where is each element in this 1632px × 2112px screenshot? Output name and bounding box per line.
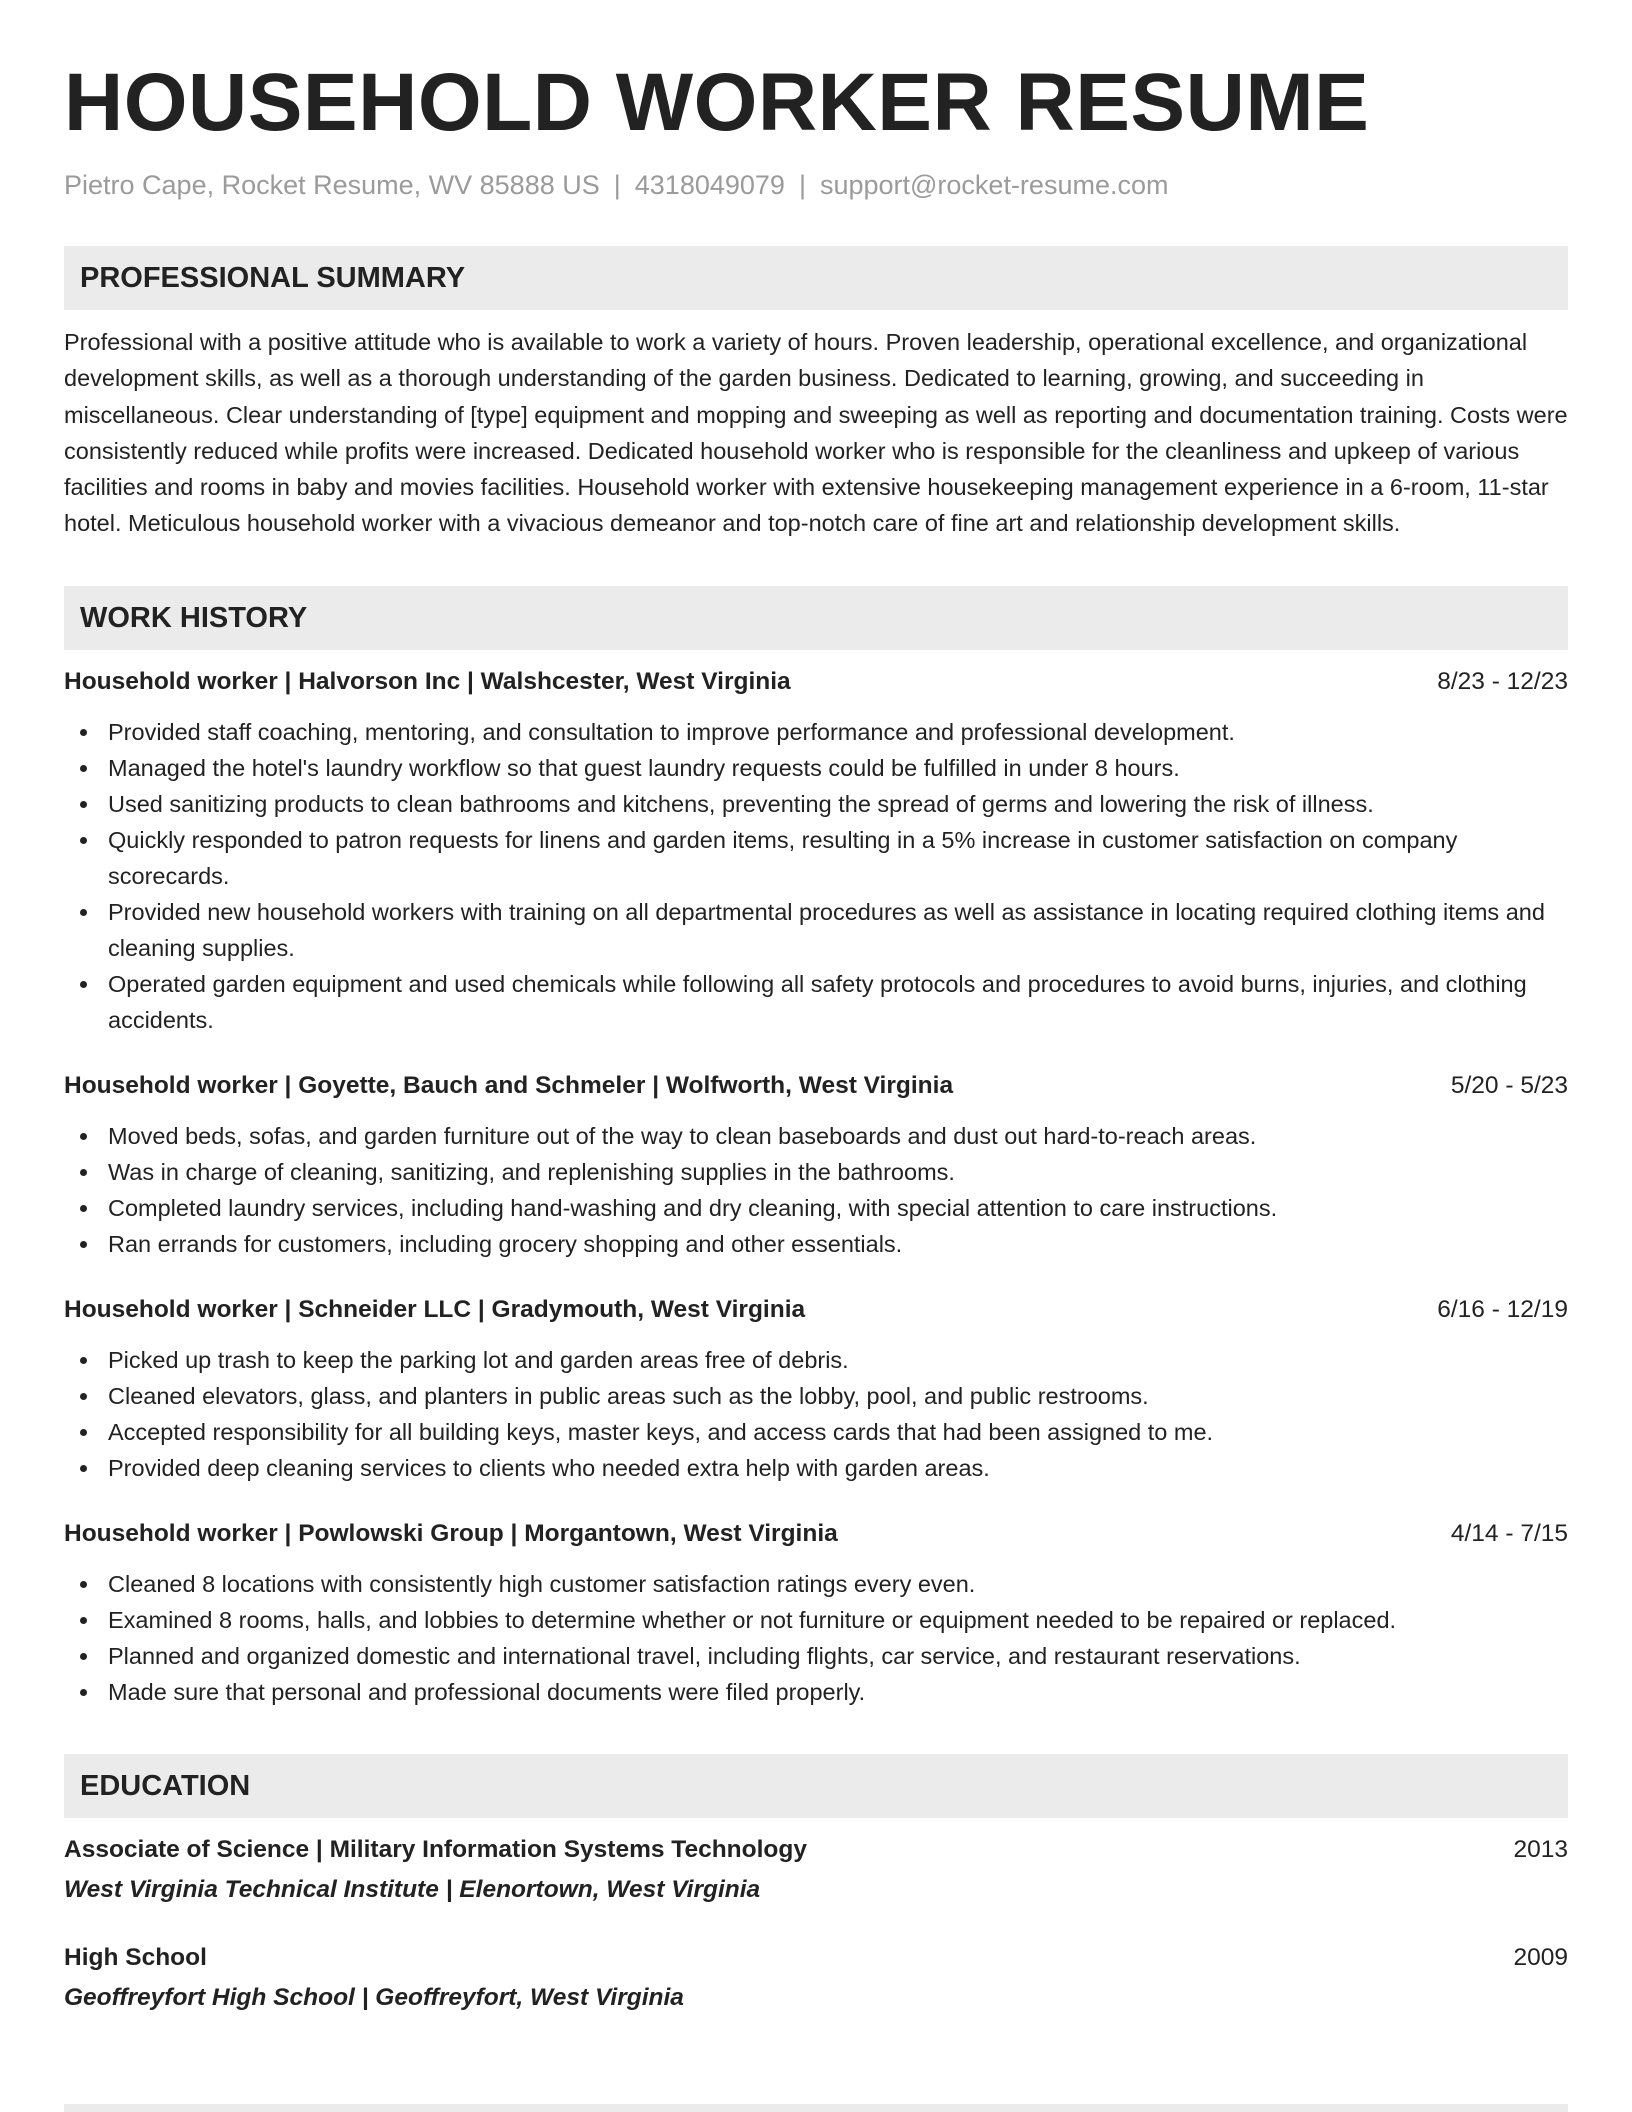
- job-title: Household worker | Schneider LLC | Gradymouth, West Virginia: [64, 1295, 806, 1323]
- education-degree: High School: [64, 1943, 207, 1971]
- bullet-dot-icon: [80, 1465, 87, 1472]
- bullet-dot-icon: [80, 1241, 87, 1248]
- list-item: [64, 1378, 1568, 1414]
- list-item: [64, 750, 1568, 786]
- bullet-dot-icon: [80, 1393, 87, 1400]
- bullet-text: Completed laundry services, including hand-washing and dry cleaning, with special attention to care instructions.: [108, 1194, 1278, 1221]
- job-entry: [64, 1516, 1568, 1710]
- section-header-work-history: WORK HISTORY: [64, 586, 1568, 650]
- bullet-dot-icon: [80, 765, 87, 772]
- education-school: West Virginia Technical Institute | Elenortown, West Virginia: [64, 1875, 761, 1903]
- list-item: [64, 894, 1568, 966]
- bottom-divider: [64, 2104, 1568, 2112]
- bullet-text: Was in charge of cleaning, sanitizing, and replenishing supplies in the bathrooms.: [108, 1158, 955, 1185]
- contact-separator: |: [613, 170, 621, 200]
- contact-phone[interactable]: 4318049079: [634, 170, 785, 200]
- contact-separator: |: [798, 170, 806, 200]
- job-header: [64, 1516, 1568, 1552]
- list-item: [64, 1118, 1568, 1154]
- bullet-text: Operated garden equipment and used chemicals while following all safety protocols and procedures to avoid burns, injuries, and clothing accidents.: [108, 970, 1527, 1033]
- contact-line: [64, 168, 1568, 202]
- education-year: 2009: [1513, 1943, 1568, 1971]
- job-header: [64, 1292, 1568, 1328]
- bullet-text: Quickly responded to patron requests for linens and garden items, resulting in a 5% increase in customer satisfaction on company scorecards.: [108, 826, 1458, 889]
- education-degree: Associate of Science | Military Information Systems Technology: [64, 1835, 807, 1863]
- list-item: [64, 1638, 1568, 1674]
- bullet-text: Used sanitizing products to clean bathrooms and kitchens, preventing the spread of germs and lowering the risk of illness.: [108, 790, 1374, 817]
- list-item: [64, 1154, 1568, 1190]
- bullet-text: Accepted responsibility for all building keys, master keys, and access cards that had been assigned to me.: [108, 1418, 1214, 1445]
- list-item: [64, 1226, 1568, 1262]
- bullet-dot-icon: [80, 1617, 87, 1624]
- bullet-text: Provided deep cleaning services to clients who needed extra help with garden areas.: [108, 1454, 990, 1481]
- bullet-text: Planned and organized domestic and international travel, including flights, car service, and restaurant reservations.: [108, 1642, 1301, 1669]
- bullet-text: Ran errands for customers, including grocery shopping and other essentials.: [108, 1230, 903, 1257]
- bullet-dot-icon: [80, 1205, 87, 1212]
- bullet-text: Cleaned 8 locations with consistently high customer satisfaction ratings every even.: [108, 1570, 976, 1597]
- list-item: [64, 1674, 1568, 1710]
- education-school: Geoffreyfort High School | Geoffreyfort, West Virginia: [64, 1983, 684, 2011]
- bullet-dot-icon: [80, 1357, 87, 1364]
- bullet-dot-icon: [80, 837, 87, 844]
- job-title: Household worker | Goyette, Bauch and Schmeler | Wolfworth, West Virginia: [64, 1071, 954, 1099]
- education-entry: [64, 1940, 1568, 2016]
- list-item: [64, 714, 1568, 750]
- job-dates: 8/23 - 12/23: [1437, 667, 1568, 695]
- job-bullets: [64, 1118, 1568, 1262]
- section-header-summary: PROFESSIONAL SUMMARY: [64, 246, 1568, 310]
- contact-address: Pietro Cape, Rocket Resume, WV 85888 US: [64, 170, 600, 200]
- bullet-dot-icon: [80, 1653, 87, 1660]
- job-dates: 5/20 - 5/23: [1450, 1071, 1568, 1099]
- job-entry: [64, 1068, 1568, 1262]
- bullet-text: Picked up trash to keep the parking lot and garden areas free of debris.: [108, 1346, 849, 1373]
- list-item: [64, 1414, 1568, 1450]
- bullet-dot-icon: [80, 1169, 87, 1176]
- bullet-dot-icon: [80, 909, 87, 916]
- job-header: [64, 1068, 1568, 1104]
- list-item: [64, 1566, 1568, 1602]
- list-item: [64, 1190, 1568, 1226]
- bullet-text: Examined 8 rooms, halls, and lobbies to determine whether or not furniture or equipment needed to be repaired or replaced.: [108, 1606, 1397, 1633]
- education-header: [64, 1940, 1568, 1976]
- list-item: [64, 786, 1568, 822]
- job-header: [64, 664, 1568, 700]
- bullet-dot-icon: [80, 1689, 87, 1696]
- job-bullets: [64, 714, 1568, 1038]
- job-dates: 6/16 - 12/19: [1437, 1295, 1568, 1323]
- job-title: Household worker | Halvorson Inc | Walshcester, West Virginia: [64, 667, 791, 695]
- bullet-dot-icon: [80, 981, 87, 988]
- list-item: [64, 822, 1568, 894]
- education-entry: [64, 1832, 1568, 1908]
- bullet-text: Provided new household workers with training on all departmental procedures as well as assistance in locating required clothing items and cleaning supplies.: [108, 898, 1545, 961]
- summary-text: Professional with a positive attitude who is available to work a variety of hours. Proven leadership, operational excellence, and organizational development skills, as well as a thorough understanding of the garden business. Dedicated to learning, growing, and succeeding in miscellaneous. Clear understanding of [type] equipment and mopping and sweeping as well as reporting and documentation training. Costs were consistently reduced while profits were increased. Dedicated household worker who is responsible for the cleanliness and upkeep of various facilities and rooms in baby and movies facilities. Household worker with extensive housekeeping management experience in a 6-room, 11-star hotel. Meticulous household worker with a vivacious demeanor and top-notch care of fine art and relationship development skills.: [64, 329, 1568, 537]
- section-header-education: EDUCATION: [64, 1754, 1568, 1818]
- contact-email[interactable]: support@rocket-resume.com: [819, 170, 1169, 200]
- bullet-text: Cleaned elevators, glass, and planters in public areas such as the lobby, pool, and public restrooms.: [108, 1382, 1149, 1409]
- bullet-dot-icon: [80, 729, 87, 736]
- job-bullets: [64, 1342, 1568, 1486]
- education-year: 2013: [1513, 1835, 1568, 1863]
- resume-title: HOUSEHOLD WORKER RESUME: [64, 57, 1370, 148]
- bullet-dot-icon: [80, 1581, 87, 1588]
- list-item: [64, 966, 1568, 1038]
- list-item: [64, 1450, 1568, 1486]
- job-entry: [64, 1292, 1568, 1486]
- bullet-text: Provided staff coaching, mentoring, and consultation to improve performance and professional development.: [108, 718, 1235, 745]
- bullet-text: Made sure that personal and professional documents were filed properly.: [108, 1678, 866, 1705]
- job-dates: 4/14 - 7/15: [1450, 1519, 1568, 1547]
- job-bullets: [64, 1566, 1568, 1710]
- bullet-text: Managed the hotel's laundry workflow so that guest laundry requests could be fulfilled in under 8 hours.: [108, 754, 1180, 781]
- job-entry: [64, 664, 1568, 1038]
- job-title: Household worker | Powlowski Group | Morgantown, West Virginia: [64, 1519, 838, 1547]
- bullet-dot-icon: [80, 801, 87, 808]
- list-item: [64, 1602, 1568, 1638]
- bullet-dot-icon: [80, 1133, 87, 1140]
- bullet-text: Moved beds, sofas, and garden furniture out of the way to clean baseboards and dust out hard-to-reach areas.: [108, 1122, 1257, 1149]
- bullet-dot-icon: [80, 1429, 87, 1436]
- list-item: [64, 1342, 1568, 1378]
- education-header: [64, 1832, 1568, 1868]
